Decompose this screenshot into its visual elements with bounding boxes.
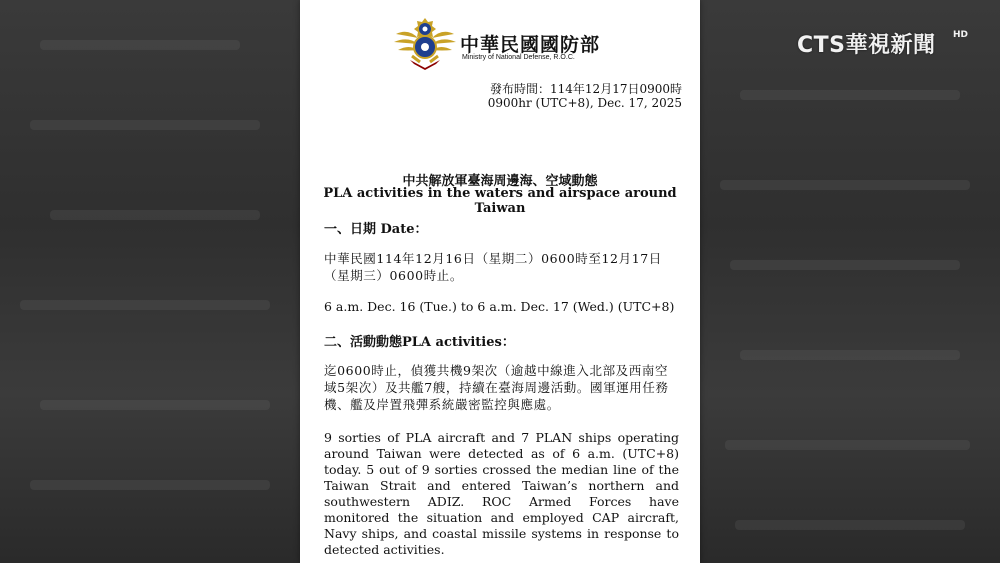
blur-decoration — [725, 440, 970, 450]
blur-decoration — [735, 520, 965, 530]
organization-name-cn: 中華民國國防部 — [460, 34, 601, 56]
blur-decoration — [730, 260, 960, 270]
blur-decoration — [30, 480, 270, 490]
blur-decoration — [720, 180, 970, 190]
activities-paragraph-cn: 迄0600時止，偵獲共機9架次（逾越中線進入北部及西南空域5架次）及共艦7艘，持續在臺海周邊活動。國軍運用任務機、艦及岸置飛彈系統嚴密監控與應處。 — [324, 363, 669, 412]
blur-decoration — [740, 90, 960, 100]
date-range-cn: 中華民國114年12月16日（星期二）0600時至12月17日（星期三）0600時止。 — [324, 251, 662, 283]
blur-decoration — [740, 350, 960, 360]
organization-name-en: Ministry of National Defense, R.O.C. — [462, 54, 575, 61]
document-title-cn: 中共解放軍臺海周邊海、空域動態 — [402, 174, 598, 189]
logo-text: CTS華視新聞 — [797, 33, 936, 58]
section-activities-heading: 二、活動動態PLA activities： — [324, 335, 515, 350]
ministry-emblem-icon — [392, 12, 458, 72]
document-header — [392, 12, 622, 72]
blur-decoration — [40, 400, 270, 410]
date-range-en: 6 a.m. Dec. 16 (Tue.) to 6 a.m. Dec. 17 (Wed.) (UTC+8) — [324, 299, 675, 314]
section-date-heading: 一、日期 Date： — [324, 222, 428, 237]
activities-paragraph-en: 9 sorties of PLA aircraft and 7 PLAN ships operating around Taiwan were detected as of 6 a.m. (UTC+8) today. 5 out of 9 sorties crossed the median line of the Taiwan Strait and entered Taiwan’s northern and southwestern ADIZ. ROC Armed Forces have monitored the situation and employed CAP aircraft, Navy ships, and coastal missile systems in response to detected activities. — [324, 430, 679, 557]
blurred-background-left — [0, 0, 300, 563]
blur-decoration — [20, 300, 270, 310]
logo-hd-mark: HD — [953, 30, 969, 40]
blur-decoration — [30, 120, 260, 130]
blur-decoration — [40, 40, 240, 50]
publish-time-cn: 發布時間：114年12月17日0900時 — [490, 82, 682, 96]
press-release-document — [300, 0, 700, 563]
publish-time-en: 0900hr (UTC+8), Dec. 17, 2025 — [487, 96, 682, 110]
document-title-en: PLA activities in the waters and airspace around Taiwan — [323, 186, 677, 216]
blurred-background-right — [700, 0, 1000, 563]
blur-decoration — [50, 210, 260, 220]
